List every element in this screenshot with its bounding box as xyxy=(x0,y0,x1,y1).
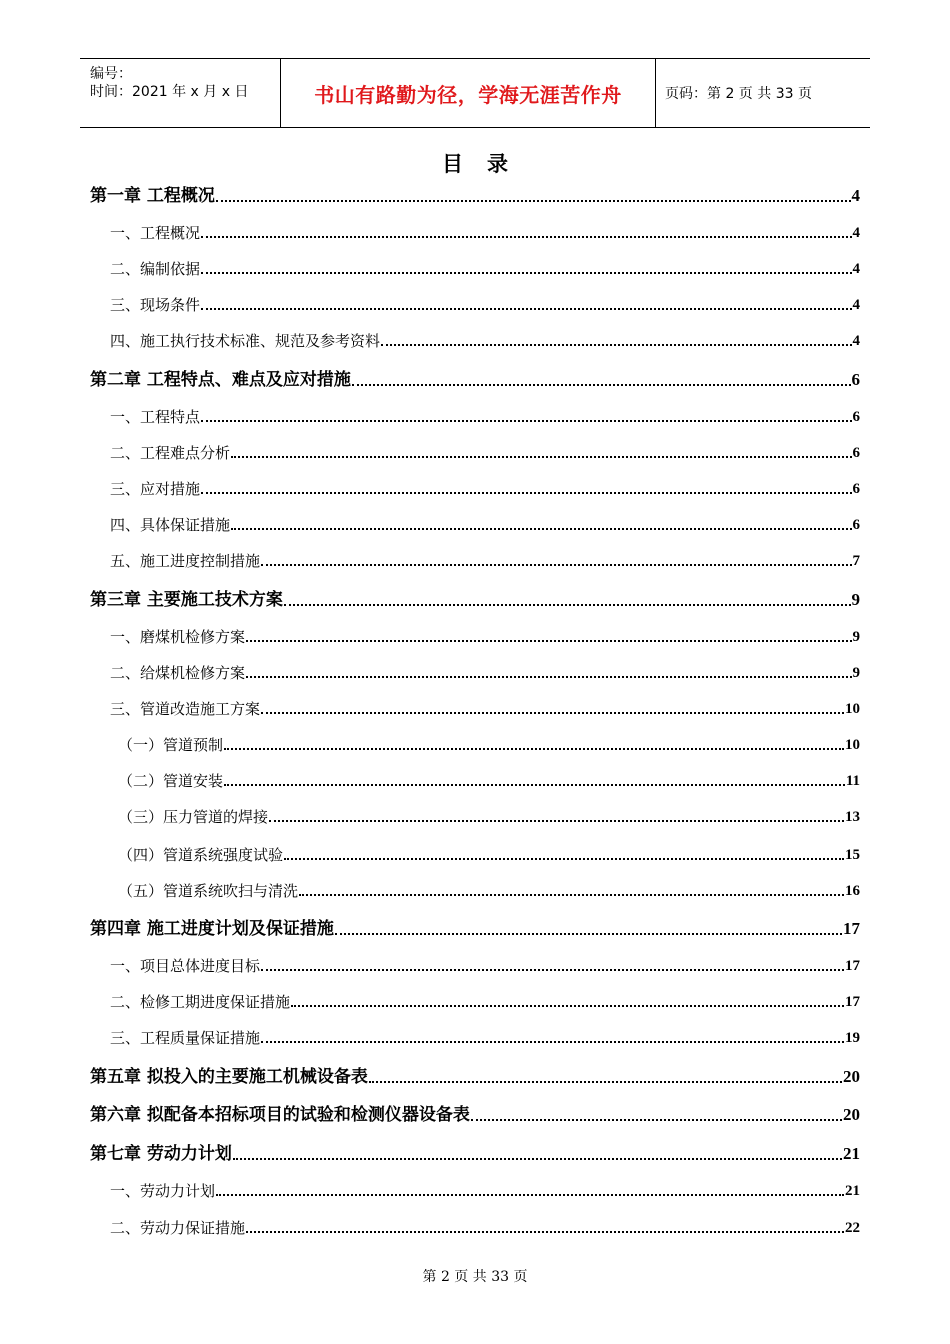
toc-entry-page: 9 xyxy=(852,665,860,681)
toc-entry[interactable] xyxy=(90,186,860,206)
toc-title: 目录 xyxy=(442,152,532,176)
toc-entry-page: 10 xyxy=(845,701,860,717)
toc-entry[interactable] xyxy=(90,1105,860,1125)
toc-entry-title: 一、工程概况 xyxy=(110,224,201,242)
toc-dot-leader xyxy=(231,528,851,530)
toc-entry-page: 10 xyxy=(845,737,860,753)
toc-entry-title: 二、给煤机检修方案 xyxy=(110,664,246,682)
toc-entry-title: 一、工程特点 xyxy=(110,408,201,426)
toc-dot-leader xyxy=(471,1119,842,1121)
toc-entry-title: 三、管道改造施工方案 xyxy=(110,700,261,718)
toc-entry[interactable] xyxy=(90,1144,860,1164)
toc-dot-leader xyxy=(246,676,851,678)
toc-entry[interactable] xyxy=(110,260,860,278)
toc-entry-page: 9 xyxy=(852,629,860,645)
toc-entry-page: 4 xyxy=(851,186,860,205)
toc-entry[interactable] xyxy=(110,957,860,975)
toc-entry-title: 第三章 主要施工技术方案 xyxy=(90,590,283,610)
toc-entry-title: 二、工程难点分析 xyxy=(110,444,231,462)
toc-entry-page: 4 xyxy=(852,333,860,349)
toc-dot-leader xyxy=(216,1194,844,1196)
toc-entry-page: 4 xyxy=(852,261,860,277)
toc-entry-title: 三、工程质量保证措施 xyxy=(110,1029,261,1047)
toc-dot-leader xyxy=(224,748,844,750)
toc-entry[interactable] xyxy=(90,590,860,610)
toc-dot-leader xyxy=(299,894,844,896)
toc-entry-title: （二）管道安装 xyxy=(118,772,224,790)
toc-dot-leader xyxy=(352,384,851,386)
toc-entry[interactable] xyxy=(90,919,860,939)
toc-dot-leader xyxy=(381,344,851,346)
toc-dot-leader xyxy=(261,712,844,714)
toc-entry-title: 第六章 拟配备本招标项目的试验和检测仪器设备表 xyxy=(90,1105,470,1125)
toc-entry-page: 6 xyxy=(852,409,860,425)
toc-dot-leader xyxy=(261,564,851,566)
toc-entry-page: 6 xyxy=(851,370,860,389)
toc-entry-page: 21 xyxy=(845,1183,860,1199)
toc-entry-title: 三、现场条件 xyxy=(110,296,201,314)
toc-entry[interactable] xyxy=(110,664,860,682)
header-page-info: 页码：第 2 页 共 33 页 xyxy=(665,86,812,102)
toc-dot-leader xyxy=(261,1041,844,1043)
toc-entry-page: 20 xyxy=(843,1105,860,1124)
toc-entry[interactable] xyxy=(110,332,860,350)
toc-entry-title: 四、具体保证措施 xyxy=(110,516,231,534)
toc-entry[interactable] xyxy=(118,772,860,790)
toc-dot-leader xyxy=(335,933,842,935)
toc-dot-leader xyxy=(201,492,851,494)
toc-entry[interactable] xyxy=(110,1219,860,1237)
toc-entry[interactable] xyxy=(110,993,860,1011)
toc-entry-title: 二、编制依据 xyxy=(110,260,201,278)
toc-entry-title: 二、检修工期进度保证措施 xyxy=(110,993,291,1011)
toc-entry-title: 三、应对措施 xyxy=(110,480,201,498)
toc-entry[interactable] xyxy=(110,444,860,462)
toc-dot-leader xyxy=(201,420,851,422)
toc-entry[interactable] xyxy=(110,408,860,426)
toc-entry[interactable] xyxy=(90,1067,860,1087)
toc-entry[interactable] xyxy=(118,808,860,826)
toc-entry[interactable] xyxy=(110,552,860,570)
toc-entry[interactable] xyxy=(110,516,860,534)
toc-entry-title: 五、施工进度控制措施 xyxy=(110,552,261,570)
toc-entry-title: （三）压力管道的焊接 xyxy=(118,808,269,826)
toc-entry-title: 第四章 施工进度计划及保证措施 xyxy=(90,919,334,939)
toc-entry-title: 四、施工执行技术标准、规范及参考资料 xyxy=(110,332,381,350)
toc-dot-leader xyxy=(216,200,851,202)
toc-entry-page: 7 xyxy=(852,553,860,569)
toc-entry-title: 第五章 拟投入的主要施工机械设备表 xyxy=(90,1067,368,1087)
toc-dot-leader xyxy=(224,784,845,786)
toc-entry[interactable] xyxy=(110,1029,860,1047)
toc-entry-page: 15 xyxy=(845,847,860,863)
toc-entry-page: 4 xyxy=(852,297,860,313)
toc-entry-page: 22 xyxy=(845,1220,860,1236)
toc-dot-leader xyxy=(284,604,851,606)
toc-entry[interactable] xyxy=(110,628,860,646)
toc-entry[interactable] xyxy=(118,736,860,754)
toc-entry-page: 6 xyxy=(852,517,860,533)
toc-dot-leader xyxy=(284,858,844,860)
toc-dot-leader xyxy=(261,969,844,971)
toc-entry-page: 6 xyxy=(852,445,860,461)
toc-entry-title: 一、项目总体进度目标 xyxy=(110,957,261,975)
toc-entry-page: 19 xyxy=(845,1030,860,1046)
toc-entry-title: （一）管道预制 xyxy=(118,736,224,754)
toc-dot-leader xyxy=(233,1158,842,1160)
toc-entry-title: （四）管道系统强度试验 xyxy=(118,846,284,864)
toc-dot-leader xyxy=(201,236,851,238)
toc-entry[interactable] xyxy=(110,1182,860,1200)
toc-dot-leader xyxy=(291,1005,844,1007)
toc-entry-page: 17 xyxy=(843,919,860,938)
toc-entry-title: 第七章 劳动力计划 xyxy=(90,1144,232,1164)
toc-entry[interactable] xyxy=(110,224,860,242)
toc-dot-leader xyxy=(369,1081,842,1083)
toc-dot-leader xyxy=(231,456,851,458)
toc-entry-page: 11 xyxy=(845,773,860,789)
page-footer: 第 2 页 共 33 页 xyxy=(422,1269,528,1285)
toc-entry-title: （五）管道系统吹扫与清洗 xyxy=(118,882,299,900)
toc-dot-leader xyxy=(201,272,851,274)
toc-entry-page: 6 xyxy=(852,481,860,497)
toc-entry-title: 二、劳动力保证措施 xyxy=(110,1219,246,1237)
toc-entry[interactable] xyxy=(110,480,860,498)
toc-entry[interactable] xyxy=(90,370,860,390)
toc-entry-page: 21 xyxy=(843,1144,860,1163)
toc-entry[interactable] xyxy=(110,296,860,314)
toc-entry-title: 一、劳动力计划 xyxy=(110,1182,216,1200)
toc-entry-page: 9 xyxy=(851,590,860,609)
toc-entry-title: 第二章 工程特点、难点及应对措施 xyxy=(90,370,351,390)
header-motto: 书山有路勤为径，学海无涯苦作舟 xyxy=(280,59,656,127)
toc-entry-title: 一、磨煤机检修方案 xyxy=(110,628,246,646)
toc-entry-page: 16 xyxy=(845,883,860,899)
toc-entry[interactable] xyxy=(110,700,860,718)
toc-entry-page: 20 xyxy=(843,1067,860,1086)
header-time-label: 时间：2021 年 x 月 x 日 xyxy=(90,84,249,100)
toc-entry-page: 17 xyxy=(845,994,860,1010)
toc-dot-leader xyxy=(201,308,851,310)
toc-entry-title: 第一章 工程概况 xyxy=(90,186,215,206)
toc-entry[interactable] xyxy=(118,882,860,900)
toc-dot-leader xyxy=(246,1231,844,1233)
toc-entry-page: 13 xyxy=(845,809,860,825)
toc-entry-page: 17 xyxy=(845,958,860,974)
toc-dot-leader xyxy=(269,820,844,822)
toc-dot-leader xyxy=(246,640,851,642)
toc-entry[interactable] xyxy=(118,846,860,864)
toc-entry-page: 4 xyxy=(852,225,860,241)
header-number-label: 编号： xyxy=(90,66,132,82)
